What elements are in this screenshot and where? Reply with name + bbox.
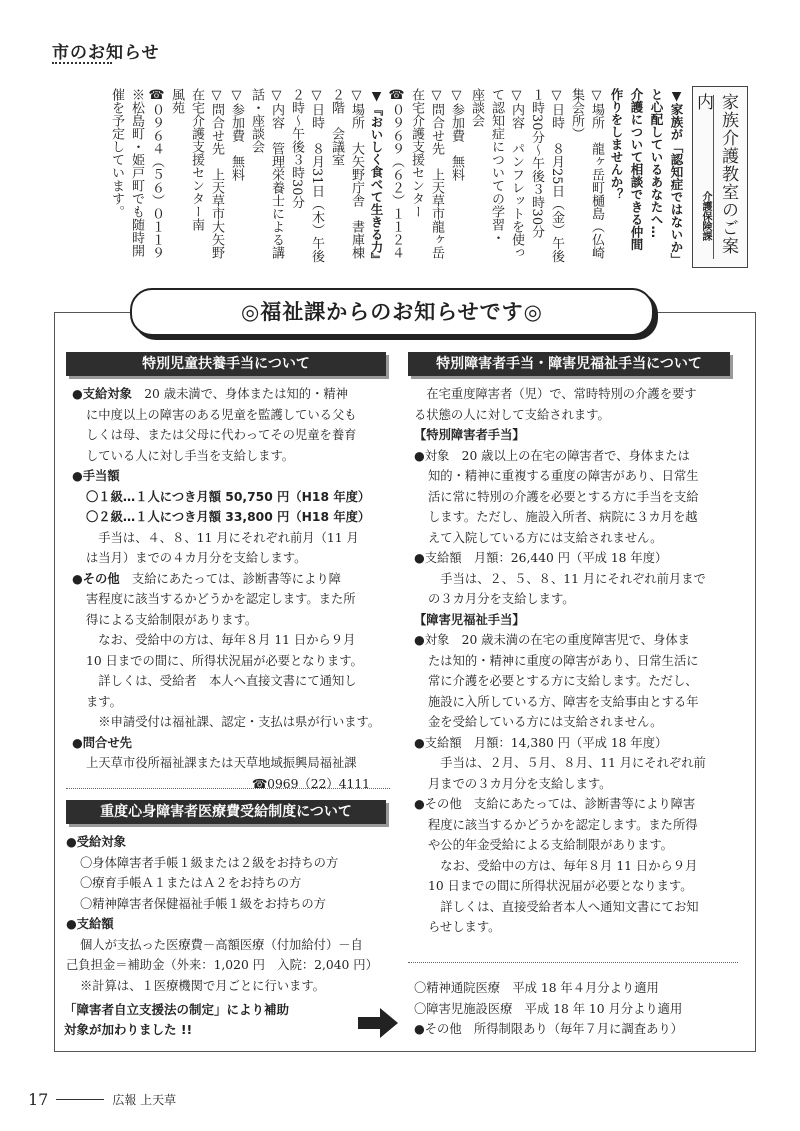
text: 得による支給制限があります。: [86, 612, 258, 627]
text: ※計算は、１医療機関で月ごとに行います。: [80, 978, 325, 993]
page-number: 17: [28, 1090, 49, 1109]
text: ●その他 支給にあたっては、診断書等により障害: [414, 797, 696, 811]
vertical-text-column: ▽日時 ８月25日（金）午後: [549, 88, 564, 263]
text: 支給にあたっては、診断書等により障: [119, 571, 341, 586]
subhead-tokubetsu-shogaisha: 【特別障害者手当】: [414, 428, 525, 442]
kaigo-title: 家族介護教室のご案内: [693, 93, 738, 255]
vertical-text-column: ２階 会議室: [329, 88, 344, 166]
vertical-text-column: ※松島町・姫戸町でも随時開: [129, 88, 144, 257]
text: ※申請受付は福祉課、認定・支払は県が行います。: [86, 715, 381, 729]
text: 詳しくは、直接受給者本人へ通知文書にてお知: [428, 899, 699, 914]
text: 手当は、４、８、11 月にそれぞれ前月（11 月: [86, 530, 359, 545]
section-body-tokubetsu-shogai: [414, 384, 734, 938]
label-shikyu-gaku: ●支給額: [66, 917, 114, 931]
text: ●対象 20 歳未満の在宅の重度障害児で、身体ま: [414, 633, 690, 647]
text: ●対象 20 歳以上の在宅の障害者で、身体または: [414, 448, 690, 463]
vertical-text-column: ▼『おいしく食べて生きる力』: [369, 88, 384, 266]
vertical-text-column: ２時〜午後３時30分: [289, 88, 304, 209]
vertical-text-column: ▽日時 ８月31日（木）午後: [309, 88, 324, 263]
label-shikyu-taisho: ●支給対象: [72, 387, 132, 401]
vertical-text-column: ☎０９６４（５６）０１１９: [149, 88, 164, 259]
publication-name: 広報 上天草: [112, 1093, 177, 1107]
kaigo-title-box: [692, 86, 748, 268]
text: なお、受給中の方は、毎年８月 11 日から９月: [428, 858, 698, 873]
target-2: 〇療育手帳Ａ１またはＡ２をお持ちの方: [80, 876, 302, 890]
text: に中度以上の障害のある児童を監護している父も: [86, 407, 357, 422]
target-3: 〇精神障害者保健福祉手帳１級をお持ちの方: [80, 896, 326, 911]
vertical-text-column: ▽問合せ先 上天草市龍ヶ岳: [429, 88, 444, 259]
text: します。ただし、施設入所者、病院に３カ月を越: [428, 510, 698, 524]
header-rule: [52, 62, 112, 64]
vertical-text-column: ▼家族が「認知症ではないか」: [669, 88, 684, 266]
vertical-text-column: 催を予定しています。: [109, 88, 124, 218]
vertical-text-column: ▽内容 管理栄養士による講: [269, 88, 284, 259]
text: している人に対し手当を支給します。: [86, 448, 295, 463]
text: ●その他 所得制限あり（毎年７月に調査あり）: [414, 1022, 683, 1036]
section-body-iryohi: [66, 832, 390, 996]
vertical-text-column: ▽場所 龍ヶ岳町樋島（仏崎: [589, 88, 604, 259]
kaigo-dept: 介護保険課: [700, 191, 711, 241]
label-toiawase: ●問合せ先: [72, 735, 132, 750]
vertical-text-column: ▽問合せ先 上天草市大矢野: [209, 88, 224, 259]
text: 活に常に特別の介護を必要とする方に手当を支給: [428, 489, 699, 504]
vertical-text-column: ▽参加費 無料: [229, 88, 244, 181]
text: 常に介護を必要とする方に支給します。ただし、: [428, 674, 698, 688]
text: 金を受給している方には支給されません。: [428, 715, 663, 729]
text: 20 歳未満で、身体または知的・精神: [131, 387, 348, 401]
notice-line-1: 「障害者自立支援法の制定」により補助: [64, 1002, 290, 1017]
contact-office: 上天草市役所福祉課または天草地域振興局福祉課: [86, 756, 357, 770]
text: る状態の人に対して支給されます。: [414, 407, 610, 422]
text: ●支給額 月額：14,380 円（平成 18 年度）: [414, 735, 668, 750]
vertical-text-column: １時30分〜午後３時30分: [529, 88, 544, 239]
text: えて入院している方には支給されません。: [428, 530, 663, 545]
text: ます。: [86, 694, 122, 709]
target-1: 〇身体障害者手帳１級または２級をお持ちの方: [80, 855, 339, 870]
notice-text: [64, 1000, 364, 1040]
text: 〇精神通院医療 平成 18 年４月分より適用: [414, 981, 659, 995]
text: 在宅重度障害者（児）で、常時特別の介護を要す: [414, 387, 697, 401]
text: しくは母、または父母に代わってその児童を養育: [86, 428, 357, 442]
vertical-text-column: 座談会: [469, 88, 484, 127]
vertical-text-column: 介護について相談できる仲間: [629, 88, 644, 251]
text: 己負担金＝補助金（外来：1,020 円 入院：2,040 円）: [66, 958, 378, 972]
label-sonota: ●その他: [72, 571, 120, 586]
vertical-text-column: 在宅介護支援センター南: [189, 88, 204, 231]
text: 詳しくは、受給者 本人へ直接文書にて通知し: [86, 674, 357, 688]
text: たは知的・精神に重度の障害があり、日常生活に: [428, 653, 699, 668]
vertical-text-column: て認知症についての学習・: [489, 88, 504, 244]
text: 手当は、２、５、８、11 月にそれぞれ前月まで: [428, 571, 706, 586]
vertical-text-column: ▽内容 パンフレットを使っ: [509, 88, 524, 259]
section-body-jiritsu: [414, 978, 738, 1040]
page-footer: [28, 1090, 176, 1109]
text: 施設に入所している方、障害を支給事由とする年: [428, 694, 699, 709]
label-jukyu-taisho: ●受給対象: [66, 835, 126, 849]
label-teate-gaku: ●手当額: [72, 469, 120, 483]
kaigo-vertical-text: [106, 88, 686, 300]
text: ●支給額 月額：26,440 円（平成 18 年度）: [414, 551, 668, 565]
text: は当月）までの４カ月分を支給します。: [86, 551, 307, 565]
vertical-text-column: ▽場所 大矢野庁舎 書庫棟: [349, 88, 364, 259]
subhead-shogaiji: 【障害児福祉手当】: [414, 612, 525, 627]
vertical-text-column: 話・座談会: [249, 88, 264, 153]
contact-tel: ☎0969（22）4111: [251, 776, 370, 791]
vertical-text-column: 風苑: [169, 88, 184, 114]
grade-1: 〇１級…１人につき月額 50,750 円（H18 年度）: [86, 489, 371, 504]
vertical-text-column: 作りをしませんか？: [609, 88, 624, 201]
divider: [66, 788, 390, 789]
text: や公的年金受給による支給制限があります。: [428, 838, 673, 852]
text: 程度に該当するかどうかを認定します。また所得: [428, 817, 698, 832]
footer-rule: [56, 1099, 104, 1100]
grade-2: 〇２級…１人につき月額 33,800 円（H18 年度）: [86, 510, 371, 524]
notice-line-2: 対象が加わりました !!: [64, 1022, 193, 1037]
vertical-text-column: ☎０９６９（６２）１１２４: [389, 88, 404, 259]
section-body-tokubetsu-jido: [72, 384, 384, 794]
text: 10 日までの間に、所得状況届が必要となります。: [86, 653, 363, 668]
text: の３カ月分を支給します。: [428, 592, 575, 606]
text: 月までの３カ月分を支給します。: [428, 776, 612, 791]
text: 〇障害児施設医療 平成 18 年 10 月分より適用: [414, 1001, 683, 1016]
section-head-tokubetsu-shogai: 特別障害者手当・障害児福祉手当について: [408, 352, 730, 376]
text: 知的・精神に重複する重度の障害があり、日常生: [428, 469, 699, 483]
vertical-text-column: ▽参加費 無料: [449, 88, 464, 181]
vertical-text-column: 集会所）: [569, 88, 584, 140]
text: 個人が支払った医療費－高額医療（付加給付）－自: [80, 937, 363, 952]
vertical-text-column: と心配しているあなたへ…: [649, 88, 664, 238]
text: 手当は、２月、５月、８月、11 月にそれぞれ前: [428, 756, 706, 770]
arrow-right-icon: [358, 1008, 398, 1038]
text: 害程度に該当するかどうかを認定します。また所: [86, 592, 356, 606]
fukushi-banner: ◎福祉課からのお知らせです◎: [130, 288, 654, 336]
page-header-title: 市のお知らせ: [52, 43, 160, 63]
text: らせします。: [428, 920, 501, 934]
divider: [408, 962, 738, 963]
text: 10 日までの間に所得状況届が必要となります。: [428, 879, 693, 893]
section-head-tokubetsu-jido: 特別児童扶養手当について: [66, 352, 386, 376]
section-head-iryohi: 重度心身障害者医療費受給制度について: [66, 800, 386, 824]
text: なお、受給中の方は、毎年８月 11 日から９月: [86, 633, 356, 647]
vertical-text-column: 在宅介護支援センター: [409, 88, 424, 218]
